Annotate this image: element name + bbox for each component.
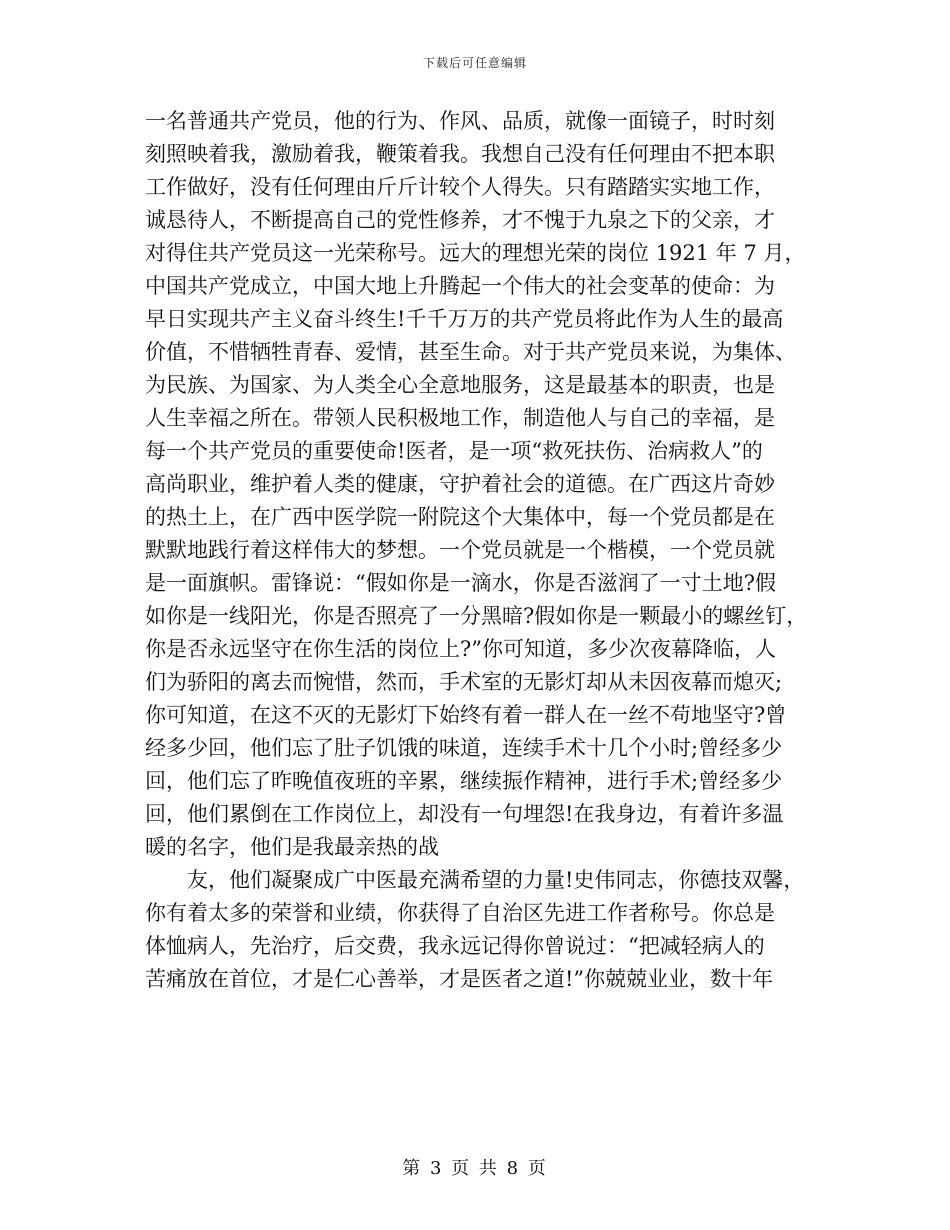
text-line: 是一面旗帜。雷锋说：“假如你是一滴水，你是否滋润了一寸土地?假	[145, 571, 776, 595]
text-line: 苦痛放在首位，才是仁心善举，才是医者之道!”你兢兢业业，数十年	[145, 967, 774, 991]
page-number-footer: 第 3 页 共 8 页	[402, 1158, 548, 1179]
text-line: 如你是一线阳光，你是否照亮了一分黑暗?假如你是一颗最小的螺丝钉，	[145, 604, 808, 628]
paragraph-first-line: 友，他们凝聚成广中医最充满希望的力量!史伟同志，你德技双馨，	[187, 868, 805, 892]
text-line: 人生幸福之所在。带领人民积极地工作，制造他人与自己的幸福，是	[145, 406, 775, 430]
text-line: 高尚职业，维护着人类的健康，守护着社会的道德。在广西这片奇妙	[145, 472, 775, 496]
text-line: 一名普通共产党员，他的行为、作风、品质，就像一面镜子，时时刻	[145, 109, 775, 133]
text-line: 暖的名字，他们是我最亲热的战	[145, 835, 439, 859]
text-line: 你有着太多的荣誉和业绩，你获得了自治区先进工作者称号。你总是	[145, 901, 775, 925]
text-line: 的热土上，在广西中医学院一附院这个大集体中，每一个党员都是在	[145, 505, 775, 529]
text-line: 你可知道，在这不灭的无影灯下始终有着一群人在一丝不苟地坚守?曾	[145, 703, 787, 727]
text-line: 回，他们忘了昨晚值夜班的辛累，继续振作精神，进行手术;曾经多少	[145, 769, 783, 793]
text-line: 默默地践行着这样伟大的梦想。一个党员就是一个楷模，一个党员就	[145, 538, 775, 562]
text-line: 每一个共产党员的重要使命!医者，是一项“救死扶伤、治病救人”的	[145, 439, 763, 463]
text-line: 为民族、为国家、为人类全心全意地服务，这是最基本的职责，也是	[145, 373, 775, 397]
text-line: 们为骄阳的离去而惋惜，然而，手术室的无影灯却从未因夜幕而熄灭;	[145, 670, 783, 694]
text-line: 回，他们累倒在工作岗位上，却没有一句埋怨!在我身边，有着许多温	[145, 802, 784, 826]
text-line: 诚恳待人，不断提高自己的党性修养，才不愧于九泉之下的父亲，才	[145, 208, 775, 232]
text-line: 价值，不惜牺牲青春、爱情，甚至生命。对于共产党员来说，为集体、	[145, 340, 796, 364]
text-line: 中国共产党成立，中国大地上升腾起一个伟大的社会变革的使命：为	[145, 274, 775, 298]
text-line: 工作做好，没有任何理由斤斤计较个人得失。只有踏踏实实地工作，	[145, 175, 775, 199]
text-line: 体恤病人，先治疗，后交费，我永远记得你曾说过：“把减轻病人的	[145, 934, 765, 958]
page-header: 下载后可任意编辑	[422, 56, 527, 70]
text-line: 你是否永远坚守在你生活的岗位上?”你可知道，多少次夜幕降临，人	[145, 637, 776, 661]
text-line: 刻照映着我，激励着我，鞭策着我。我想自己没有任何理由不把本职	[145, 142, 775, 166]
text-line: 对得住共产党员这一光荣称号。远大的理想光荣的岗位 1921 年 7 月，	[145, 241, 806, 265]
text-line: 经多少回，他们忘了肚子饥饿的味道，连续手术十几个小时;曾经多少	[145, 736, 783, 760]
text-line: 早日实现共产主义奋斗终生!千千万万的共产党员将此作为人生的最高	[145, 307, 784, 331]
